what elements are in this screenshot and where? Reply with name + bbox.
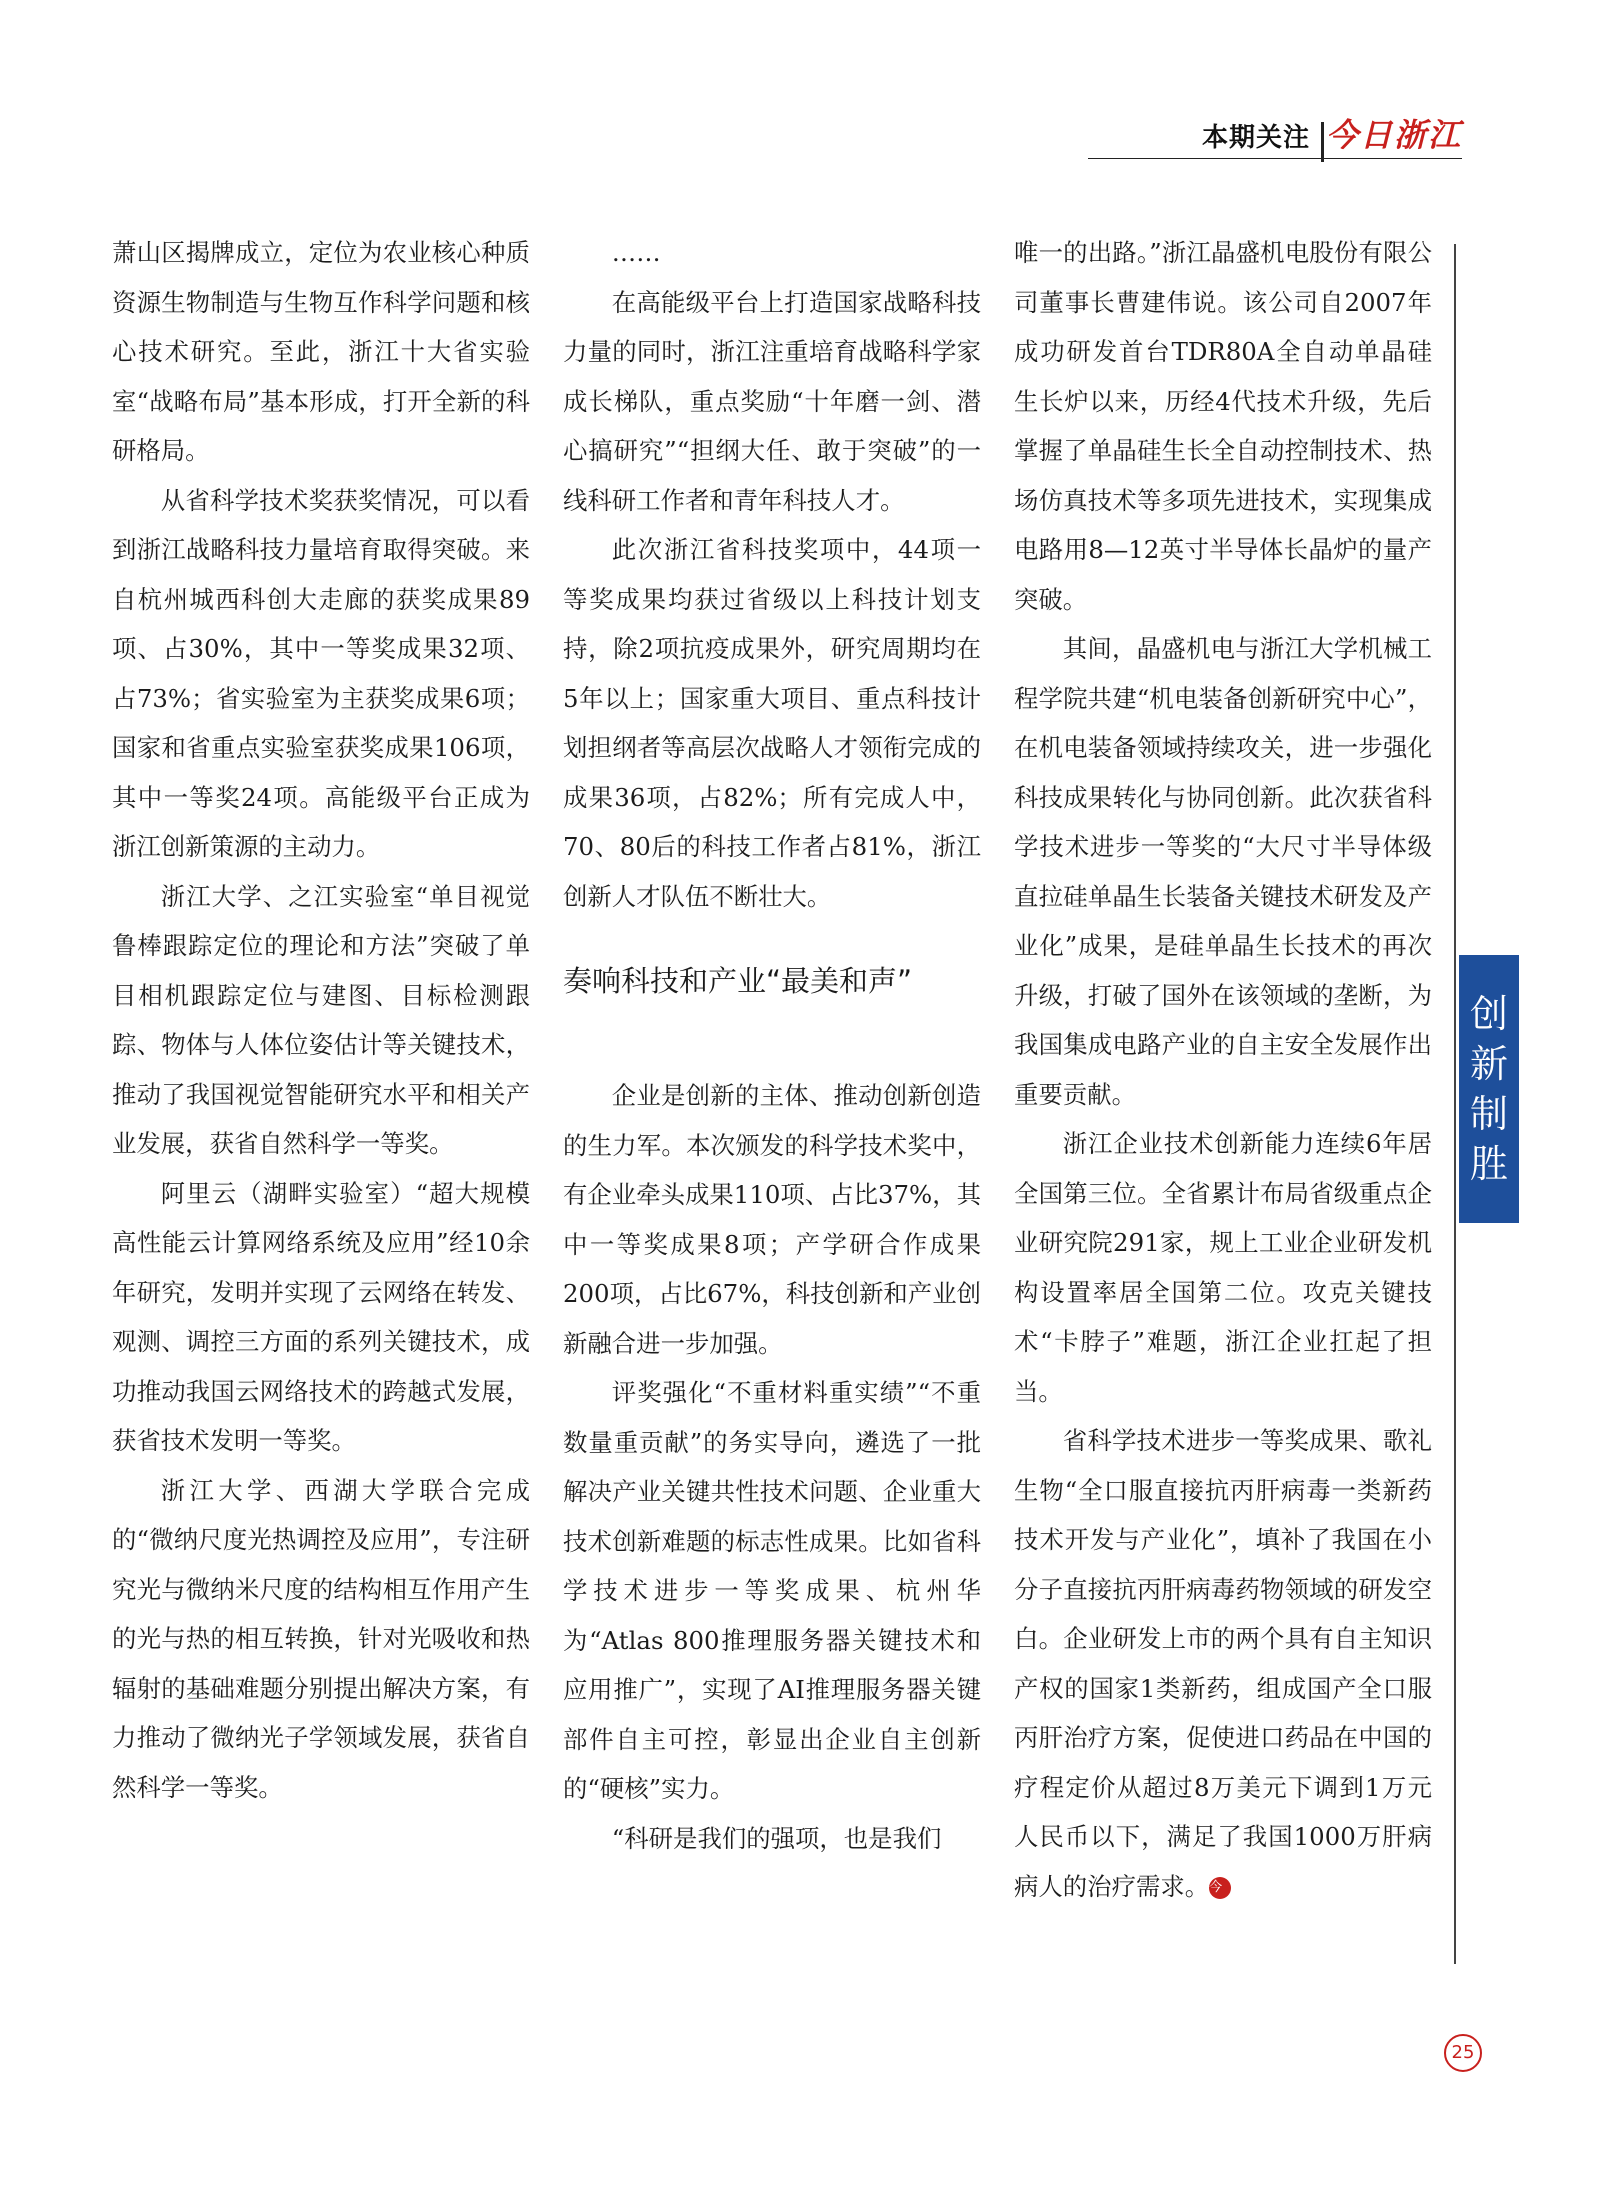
paragraph: “科研是我们的强项，也是我们	[611, 1823, 942, 1853]
paragraph: 浙江大学、之江实验室“单目视觉鲁棒跟踪定位的理论和方法”突破了单目相机跟踪定位与建图、目标检测跟踪、物体与人体位姿估计等关键技术，推动了我国视觉智能研究水平和相关产业发展，获省自然科学一等奖。	[112, 881, 530, 1158]
paragraph: 评奖强化“不重材料重实绩”“不重数量重贡献”的务实导向，遴选了一批解决产业关键共性技术问题、企业重大技术创新难题的标志性成果。比如省科学技术进步一等奖成果、杭州华为“Atlas 800推理服务器关键技术和应用推广”，实现了AI推理服务器关键部件自主可控，彰显出企业自主创新的“硬核”实力。	[563, 1378, 981, 1803]
paragraph: 萧山区揭牌成立，定位为农业核心种质资源生物制造与生物互作科学问题和核心技术研究。至此，浙江十大省实验室“战略布局”基本形成，打开全新的科研格局。	[112, 238, 530, 465]
paragraph: 唯一的出路。”浙江晶盛机电股份有限公司董事长曹建伟说。该公司自2007年成功研发首台TDR80A全自动单晶硅生长炉以来，历经4代技术升级，先后掌握了单晶硅生长全自动控制技术、热场仿真技术等多项先进技术，实现集成电路用8—12英寸半导体长晶炉的量产突破。	[1014, 238, 1432, 614]
side-tab-char: 创	[1469, 992, 1508, 1036]
end-mark-icon: 今	[1209, 1877, 1231, 1899]
section-side-tab	[1459, 955, 1519, 1223]
page-header	[1088, 118, 1462, 159]
paragraph: 此次浙江省科技奖项中，44项一等奖成果均获过省级以上科技计划支持，除2项抗疫成果外，研究周期均在5年以上；国家重大项目、重点科技计划担纲者等高层次战略人才领衔完成的成果36项，占82%；所有完成人中，70、80后的科技工作者占81%，浙江创新人才队伍不断壮大。	[563, 535, 981, 911]
paragraph: 浙江企业技术创新能力连续6年居全国第三位。全省累计布局省级重点企业研究院291家，规上工业企业研发机构设置率居全国第二位。攻克关键技术“卡脖子”难题，浙江企业扛起了担当。	[1014, 1129, 1432, 1406]
column-rule	[1454, 244, 1456, 1964]
side-tab-char: 制	[1469, 1092, 1508, 1136]
section-heading: 奏响科技和产业“最美和声”	[563, 964, 913, 998]
paragraph-text: 省科学技术进步一等奖成果、歌礼生物“全口服直接抗丙肝病毒一类新药技术开发与产业化”，填补了我国在小分子直接抗丙肝病毒药物领域的研发空白。企业研发上市的两个具有自主知识产权的国家1类新药，组成国产全口服丙肝治疗方案，促使进口药品在中国的疗程定价从超过8万美元下调到1万元人民币以下，满足了我国1000万肝病病人的治疗需求。	[1014, 1426, 1432, 1901]
paragraph	[1014, 1416, 1432, 1911]
column-1	[112, 228, 530, 1812]
page-number: 25	[1444, 2034, 1482, 2072]
paragraph: 企业是创新的主体、推动创新创造的生力军。本次颁发的科学技术奖中，有企业牵头成果110项、占比37%，其中一等奖成果8项；产学研合作成果200项，占比67%，科技创新和产业创新融合进一步加强。	[563, 1081, 981, 1358]
column-2	[563, 228, 981, 1863]
paragraph: 其间，晶盛机电与浙江大学机械工程学院共建“机电装备创新研究中心”，在机电装备领域持续攻关，进一步强化科技成果转化与协同创新。此次获省科学技术进步一等奖的“大尺寸半导体级直拉硅单晶生长装备关键技术研发及产业化”成果，是硅单晶生长技术的再次升级，打破了国外在该领域的垄断，为我国集成电路产业的自主安全发展作出重要贡献。	[1014, 634, 1432, 1109]
section-label: 本期关注	[1201, 123, 1310, 153]
header-divider	[1321, 122, 1324, 162]
side-tab-char: 胜	[1469, 1142, 1508, 1186]
paragraph: 阿里云（湖畔实验室）“超大规模高性能云计算网络系统及应用”经10余年研究，发明并实现了云网络在转发、观测、调控三方面的系列关键技术，成功推动我国云网络技术的跨越式发展，获省技术发明一等奖。	[112, 1178, 530, 1455]
paragraph: 在高能级平台上打造国家战略科技力量的同时，浙江注重培育战略科学家成长梯队，重点奖励“十年磨一剑、潜心搞研究”“担纲大任、敢于突破”的一线科研工作者和青年科技人才。	[563, 287, 981, 515]
paragraph: 从省科学技术奖获奖情况，可以看到浙江战略科技力量培育取得突破。来自杭州城西科创大走廊的获奖成果89项、占30%，其中一等奖成果32项、占73%；省实验室为主获奖成果6项；国家和省重点实验室获奖成果106项，其中一等奖24项。高能级平台正成为浙江创新策源的主动力。	[112, 485, 530, 861]
column-3	[1014, 228, 1432, 1911]
paragraph: 浙江大学、西湖大学联合完成的“微纳尺度光热调控及应用”，专注研究光与微纳米尺度的结构相互作用产生的光与热的相互转换，针对光吸收和热辐射的基础难题分别提出解决方案，有力推动了微纳光子学领域发展，获省自然科学一等奖。	[112, 1475, 530, 1802]
ellipsis: ……	[611, 238, 661, 267]
side-tab-char: 新	[1469, 1042, 1508, 1086]
magazine-logo: 今日浙江	[1325, 116, 1462, 154]
